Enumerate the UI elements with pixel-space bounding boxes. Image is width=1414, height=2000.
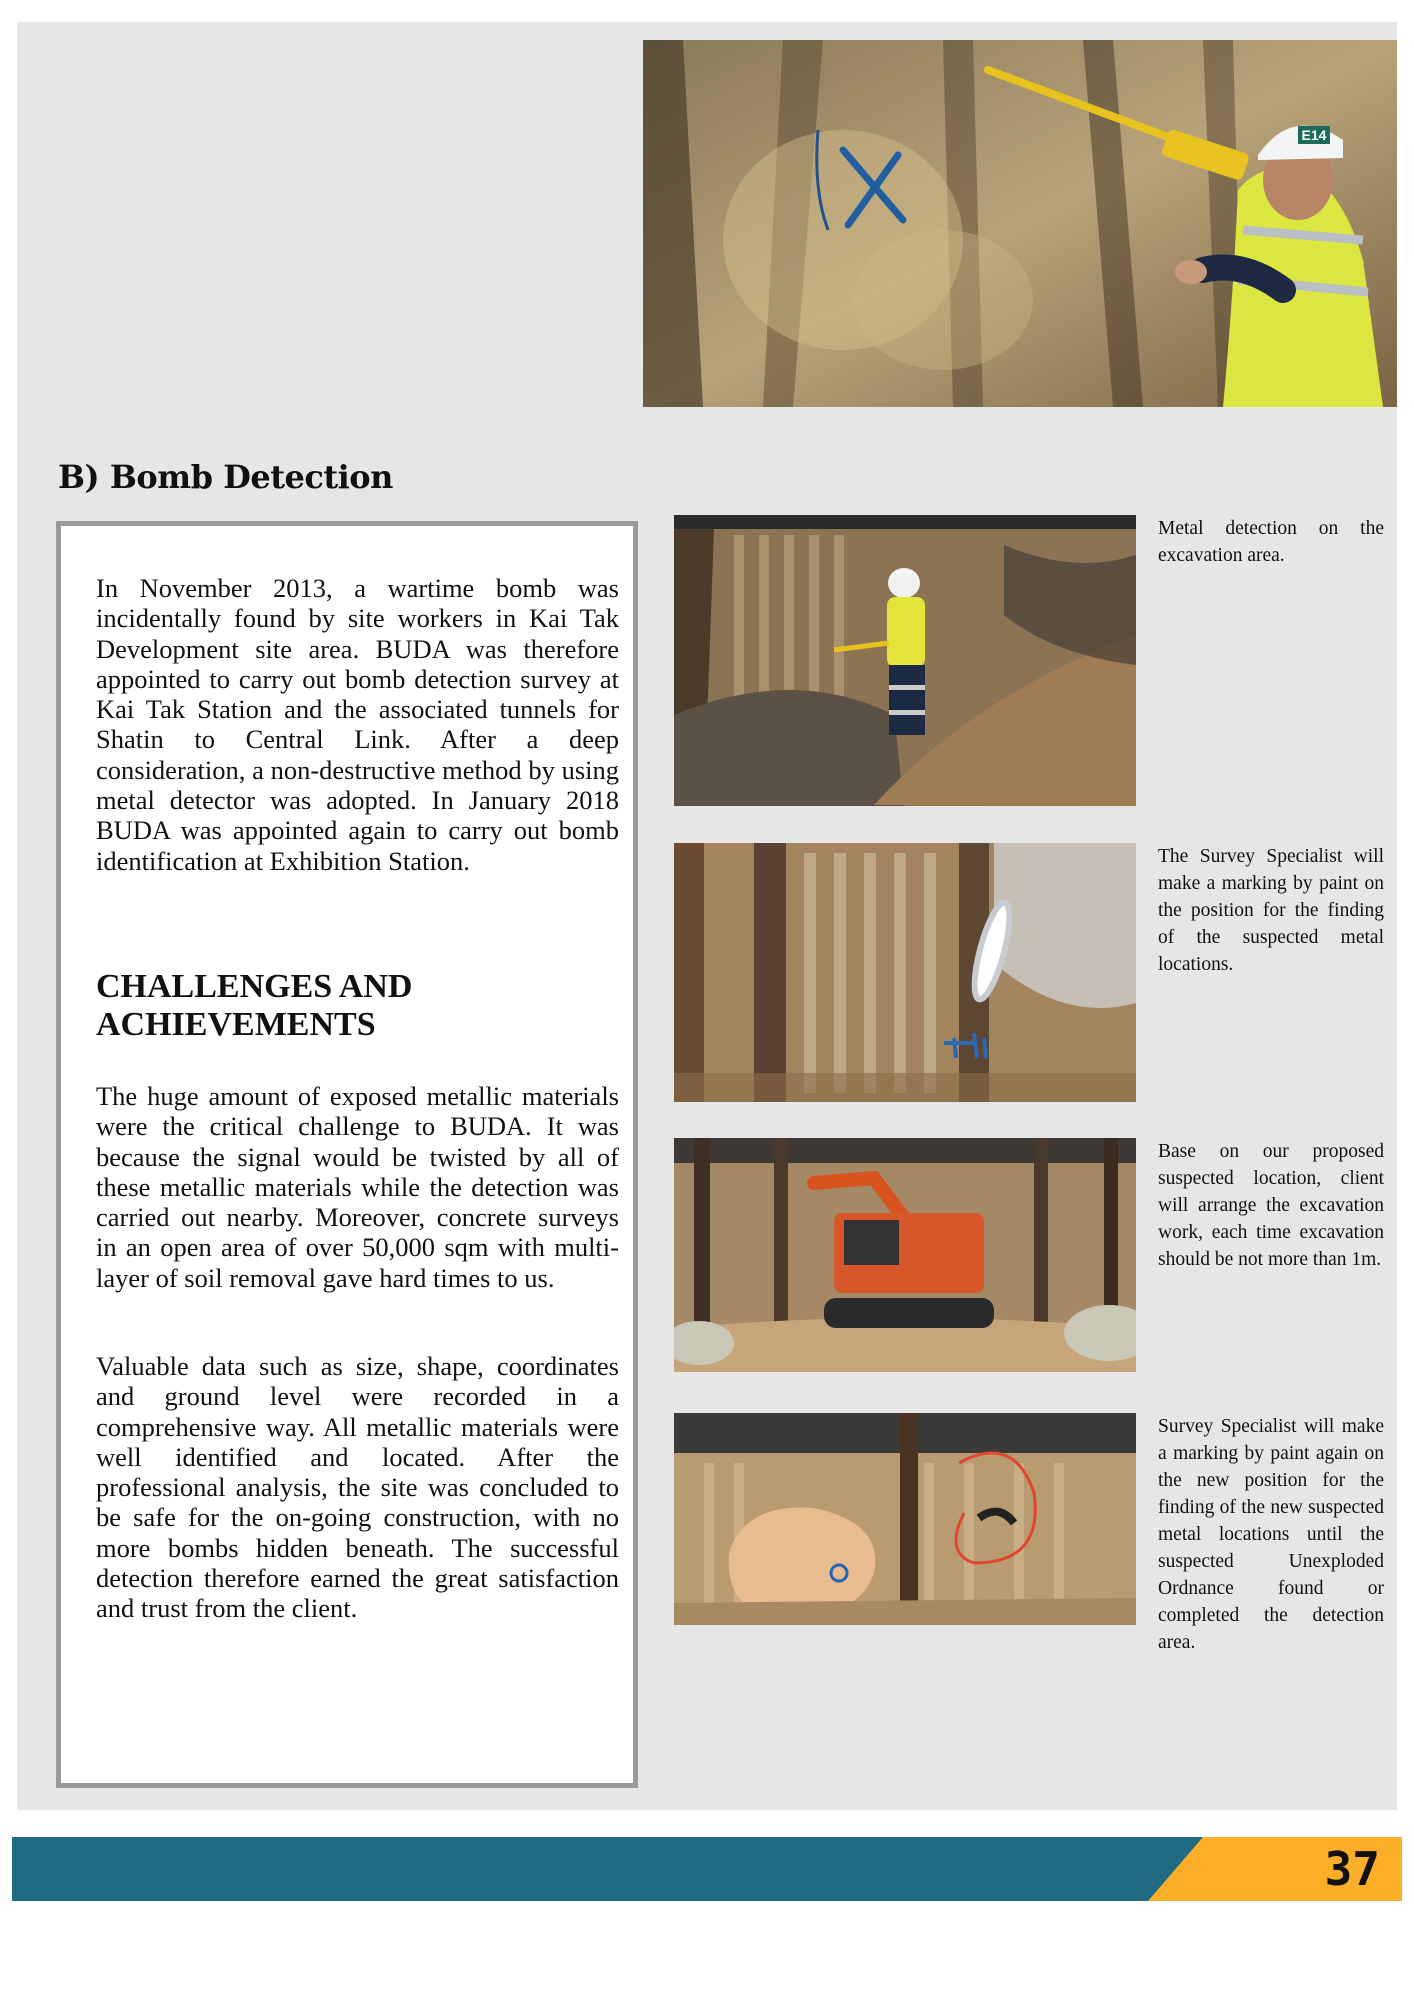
challenges-heading-line1: CHALLENGES AND [96,968,413,1005]
challenges-paragraph-1: The huge amount of exposed metallic materials were the critical challenge to BUDA. It was because the signal would be twisted by all of these metallic materials while the detection was carried out nearby. Moreover, concrete surveys in an open area of over 50,000 sqm with multi-layer of soil removal gave hard times to us. [96,1081,619,1293]
text-box [56,521,638,1788]
section-title: B) Bomb Detection [58,458,393,496]
caption-4: Survey Specialist will make a marking by paint again on the new position for the finding of the new suspected metal locations until the suspected Unexploded Ordnance found or completed the detection area. [1158,1416,1384,1653]
caption-2: The Survey Specialist will make a marking by paint on the position for the finding of the suspected metal locations. [1158,846,1384,975]
photo-metal-detection [674,515,1136,806]
challenges-heading-line2: ACHIEVEMENTS [96,1006,376,1043]
photo-new-marking [674,1413,1136,1625]
helmet-label: E14 [1301,127,1327,143]
intro-paragraph: In November 2013, a wartime bomb was incidentally found by site workers in Kai Tak Development site area. BUDA was therefore appointed to carry out bomb detection survey at Kai Tak Station and the associated tunnels for Shatin to Central Link. After a deep consideration, a non-destructive method by using metal detector was adopted. In January 2018 BUDA was appointed again to carry out bomb identification at Exhibition Station. [96,573,619,876]
caption-1: Metal detection on the excavation area. [1158,518,1384,566]
top-photo [643,40,1397,407]
challenges-heading [96,968,619,1044]
photo-paint-marking [674,843,1136,1102]
photo-excavator [674,1138,1136,1372]
caption-3: Base on our proposed suspected location, client will arrange the excavation work, each time excavation should be not more than 1m. [1158,1141,1384,1270]
page-number: 37 [1324,1842,1380,1896]
challenges-paragraph-2: Valuable data such as size, shape, coordinates and ground level were recorded in a comprehensive way. All metallic materials were well identified and located. After the professional analysis, the site was concluded to be safe for the on-going construction, with no more bombs hidden beneath. The successful detection therefore earned the great satisfaction and trust from the client. [96,1351,619,1624]
